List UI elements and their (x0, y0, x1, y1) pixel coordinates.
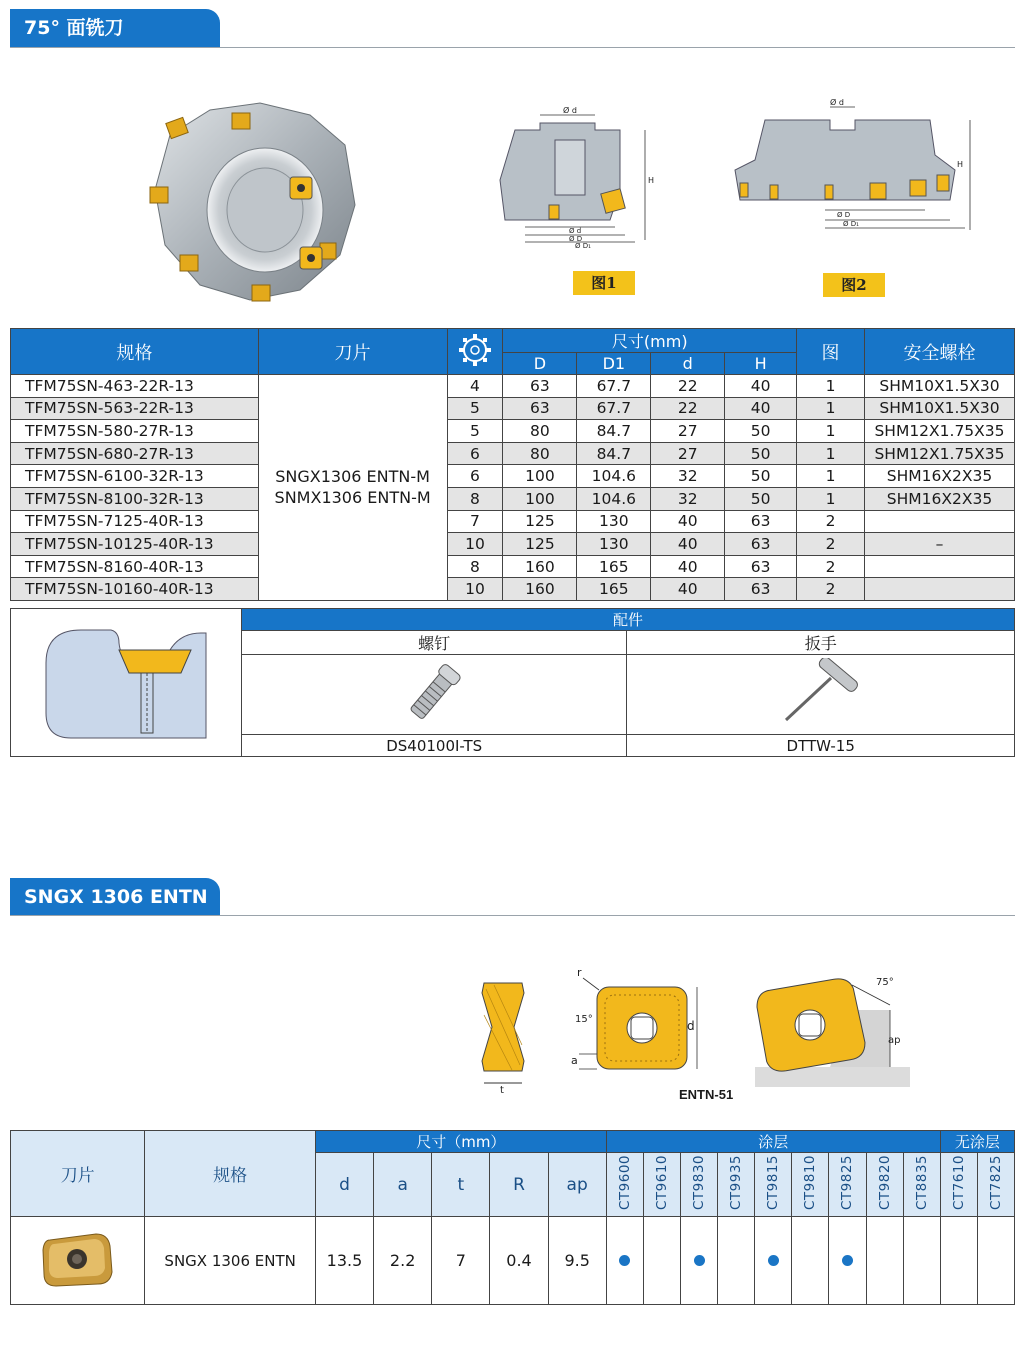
insert-table (10, 1130, 1015, 1305)
header-H: H (725, 353, 797, 375)
figure-label-2: 图2 (823, 273, 885, 297)
spec-cell: TFM75SN-563-22R-13 (11, 397, 259, 420)
spec-cell: TFM75SN-10125-40R-13 (11, 533, 259, 556)
available-dot-icon (842, 1255, 853, 1266)
insert-photo-cell (11, 1217, 145, 1305)
drawing-caption: ENTN-51 (679, 1087, 734, 1102)
header-size-group: 尺寸(mm) (503, 329, 797, 353)
cutter-drawing-fig2 (725, 95, 980, 235)
grade-header (866, 1153, 903, 1217)
figure-cell: 1 (797, 397, 865, 420)
teeth-cell: 10 (447, 533, 503, 556)
spec-cell: TFM75SN-580-27R-13 (11, 420, 259, 443)
d-cell: 32 (651, 487, 725, 510)
teeth-cell: 10 (447, 578, 503, 601)
ins-header-size: 尺寸（mm） (315, 1131, 606, 1153)
teeth-cell: 8 (447, 487, 503, 510)
dim-angle-75: 75° (876, 977, 894, 988)
grade-header (718, 1153, 755, 1217)
spec-cell: TFM75SN-7125-40R-13 (11, 510, 259, 533)
cutter-drawing-fig1 (495, 105, 665, 250)
grade-header (829, 1153, 866, 1217)
spec-row (11, 465, 1015, 488)
spec-cell: TFM75SN-463-22R-13 (11, 375, 259, 398)
grade-availability (977, 1217, 1014, 1305)
dim-t: t (500, 1085, 504, 1095)
ins-header-insert: 刀片 (11, 1131, 145, 1217)
ins-header-a: a (374, 1153, 432, 1217)
header-d: d (651, 353, 725, 375)
H-cell: 50 (725, 420, 797, 443)
grade-header (792, 1153, 829, 1217)
D1-cell: 165 (577, 578, 651, 601)
d-cell: 40 (651, 555, 725, 578)
grade-availability (606, 1217, 643, 1305)
D1-cell: 130 (577, 510, 651, 533)
figure-cell: 1 (797, 375, 865, 398)
dim-small-d-2: Ø d (569, 227, 582, 235)
section-divider-2 (10, 915, 1015, 916)
bolt-cell: SHM16X2X35 (864, 465, 1014, 488)
insert-models-cell (258, 375, 447, 601)
accessories-table (10, 608, 1015, 757)
insert-R: 0.4 (490, 1217, 548, 1305)
D-cell: 125 (503, 533, 577, 556)
dim-small-d-fig2: Ø d (830, 98, 844, 107)
spec-row (11, 578, 1015, 601)
insert-model: SNMX1306 ENTN-M (274, 488, 431, 508)
bolt-cell: – (864, 533, 1014, 556)
D-cell: 80 (503, 420, 577, 443)
D1-cell: 84.7 (577, 442, 651, 465)
D1-cell: 165 (577, 555, 651, 578)
D1-cell: 104.6 (577, 487, 651, 510)
grade-availability (718, 1217, 755, 1305)
ins-header-t: t (432, 1153, 490, 1217)
teeth-cell: 6 (447, 442, 503, 465)
grade-availability (940, 1217, 977, 1305)
grade-availability (829, 1217, 866, 1305)
insert-photo (38, 1226, 118, 1292)
D1-cell: 104.6 (577, 465, 651, 488)
D-cell: 63 (503, 397, 577, 420)
spec-cell: TFM75SN-6100-32R-13 (11, 465, 259, 488)
grade-label: CT9600 (616, 1154, 633, 1211)
bolt-cell: SHM10X1.5X30 (864, 397, 1014, 420)
spec-row (11, 375, 1015, 398)
dim-big-d1: Ø D₁ (575, 242, 591, 250)
figure-cell: 2 (797, 578, 865, 601)
bolt-cell: SHM16X2X35 (864, 487, 1014, 510)
D-cell: 100 (503, 487, 577, 510)
teeth-cell: 5 (447, 420, 503, 443)
dim-r: r (577, 966, 582, 979)
header-bolt: 安全螺栓 (864, 329, 1014, 375)
figure-cell: 1 (797, 465, 865, 488)
spec-row (11, 397, 1015, 420)
grade-label: CT7825 (987, 1154, 1004, 1211)
H-cell: 63 (725, 533, 797, 556)
bolt-cell: SHM12X1.75X35 (864, 442, 1014, 465)
H-cell: 40 (725, 375, 797, 398)
insert-model: SNGX1306 ENTN-M (275, 467, 430, 487)
spec-row (11, 442, 1015, 465)
D-cell: 160 (503, 555, 577, 578)
D-cell: 100 (503, 465, 577, 488)
header-D1: D1 (577, 353, 651, 375)
grade-header (606, 1153, 643, 1217)
wrench-model: DTTW-15 (627, 735, 1015, 757)
H-cell: 63 (725, 555, 797, 578)
dim-d-insert: d (687, 1019, 695, 1033)
D1-cell: 67.7 (577, 375, 651, 398)
screw-model: DS40100I-TS (241, 735, 627, 757)
spec-row (11, 487, 1015, 510)
bolt-cell (864, 510, 1014, 533)
teeth-cell: 5 (447, 397, 503, 420)
accessories-title: 配件 (241, 609, 1014, 631)
teeth-cell: 7 (447, 510, 503, 533)
dim-h: H (648, 176, 655, 185)
spec-row (11, 510, 1015, 533)
grade-header (977, 1153, 1014, 1217)
cutter-photo (140, 95, 370, 310)
D-cell: 160 (503, 578, 577, 601)
spec-cell: TFM75SN-10160-40R-13 (11, 578, 259, 601)
dim-big-d1-fig2: Ø D₁ (843, 220, 859, 228)
header-D: D (503, 353, 577, 375)
figure-label-1: 图1 (573, 271, 635, 295)
grade-label: CT7610 (950, 1154, 967, 1211)
spec-cell: TFM75SN-8100-32R-13 (11, 487, 259, 510)
spec-cell: TFM75SN-8160-40R-13 (11, 555, 259, 578)
H-cell: 40 (725, 397, 797, 420)
t-wrench-icon (776, 658, 866, 728)
figure-cell: 1 (797, 420, 865, 443)
figure-cell: 2 (797, 555, 865, 578)
H-cell: 63 (725, 578, 797, 601)
header-figure: 图 (797, 329, 865, 375)
d-cell: 22 (651, 375, 725, 398)
dim-big-d-fig2: Ø D (837, 211, 851, 219)
dim-ap: ap (888, 1035, 901, 1046)
grade-header (903, 1153, 940, 1217)
spec-row (11, 533, 1015, 556)
teeth-count-icon (458, 333, 492, 367)
H-cell: 50 (725, 465, 797, 488)
available-dot-icon (768, 1255, 779, 1266)
bolt-cell (864, 555, 1014, 578)
ins-header-spec: 规格 (145, 1131, 316, 1217)
d-cell: 27 (651, 442, 725, 465)
header-spec: 规格 (11, 329, 259, 375)
dim-h-fig2: H (957, 160, 964, 169)
insert-angled-view (740, 965, 920, 1090)
insert-seat-cell (11, 609, 242, 757)
grade-label: CT9815 (765, 1154, 782, 1211)
d-cell: 22 (651, 397, 725, 420)
grade-availability (643, 1217, 680, 1305)
bolt-cell: SHM12X1.75X35 (864, 420, 1014, 443)
wrench-image-cell (627, 655, 1015, 735)
d-cell: 32 (651, 465, 725, 488)
insert-a: 2.2 (374, 1217, 432, 1305)
grade-availability (903, 1217, 940, 1305)
screw-header: 螺钉 (241, 631, 627, 655)
bolt-cell: SHM10X1.5X30 (864, 375, 1014, 398)
grade-label: CT9935 (728, 1154, 745, 1211)
d-cell: 27 (651, 420, 725, 443)
ins-header-coated: 涂层 (606, 1131, 940, 1153)
D-cell: 63 (503, 375, 577, 398)
section-title-insert: SNGX 1306 ENTN (10, 878, 220, 916)
dim-big-d: Ø D (569, 235, 583, 243)
ins-header-d: d (315, 1153, 373, 1217)
available-dot-icon (619, 1255, 630, 1266)
H-cell: 50 (725, 442, 797, 465)
D1-cell: 130 (577, 533, 651, 556)
ins-header-R: R (490, 1153, 548, 1217)
ins-header-uncoated: 无涂层 (940, 1131, 1014, 1153)
grade-header (643, 1153, 680, 1217)
grade-label: CT8835 (913, 1154, 930, 1211)
insert-spec: SNGX 1306 ENTN (145, 1217, 316, 1305)
teeth-cell: 6 (447, 465, 503, 488)
H-cell: 63 (725, 510, 797, 533)
grade-header (940, 1153, 977, 1217)
figure-cell: 2 (797, 510, 865, 533)
grade-availability (755, 1217, 792, 1305)
D1-cell: 67.7 (577, 397, 651, 420)
grade-label: CT9820 (876, 1154, 893, 1211)
available-dot-icon (694, 1255, 705, 1266)
dim-a: a (571, 1054, 578, 1067)
grade-label: CT9830 (691, 1154, 708, 1211)
insert-top-view (565, 962, 715, 1082)
spec-cell: TFM75SN-680-27R-13 (11, 442, 259, 465)
d-cell: 40 (651, 510, 725, 533)
spec-row (11, 420, 1015, 443)
grade-label: CT9810 (802, 1154, 819, 1211)
bolt-cell (864, 578, 1014, 601)
D-cell: 125 (503, 510, 577, 533)
screw-icon (394, 658, 474, 728)
header-teeth (447, 329, 503, 375)
insert-ap: 9.5 (548, 1217, 606, 1305)
figure-cell: 1 (797, 442, 865, 465)
screw-image-cell (241, 655, 627, 735)
insert-t: 7 (432, 1217, 490, 1305)
section-divider (10, 47, 1015, 48)
d-cell: 40 (651, 578, 725, 601)
spec-table (10, 328, 1015, 601)
D1-cell: 84.7 (577, 420, 651, 443)
D-cell: 80 (503, 442, 577, 465)
insert-seat-diagram (41, 618, 211, 743)
teeth-cell: 4 (447, 375, 503, 398)
d-cell: 40 (651, 533, 725, 556)
teeth-cell: 8 (447, 555, 503, 578)
header-insert: 刀片 (258, 329, 447, 375)
dim-angle-15: 15° (575, 1014, 593, 1025)
spec-row (11, 555, 1015, 578)
dim-small-d: Ø d (563, 106, 577, 115)
insert-side-view (472, 975, 534, 1095)
grade-availability (792, 1217, 829, 1305)
grade-header (755, 1153, 792, 1217)
insert-d: 13.5 (315, 1217, 373, 1305)
grade-availability (680, 1217, 717, 1305)
figure-cell: 2 (797, 533, 865, 556)
grade-label: CT9610 (653, 1154, 670, 1211)
wrench-header: 扳手 (627, 631, 1015, 655)
section-title-face-mill: 75° 面铣刀 (10, 9, 220, 47)
H-cell: 50 (725, 487, 797, 510)
grade-label: CT9825 (839, 1154, 856, 1211)
grade-availability (866, 1217, 903, 1305)
figure-cell: 1 (797, 487, 865, 510)
grade-header (680, 1153, 717, 1217)
ins-header-ap: ap (548, 1153, 606, 1217)
